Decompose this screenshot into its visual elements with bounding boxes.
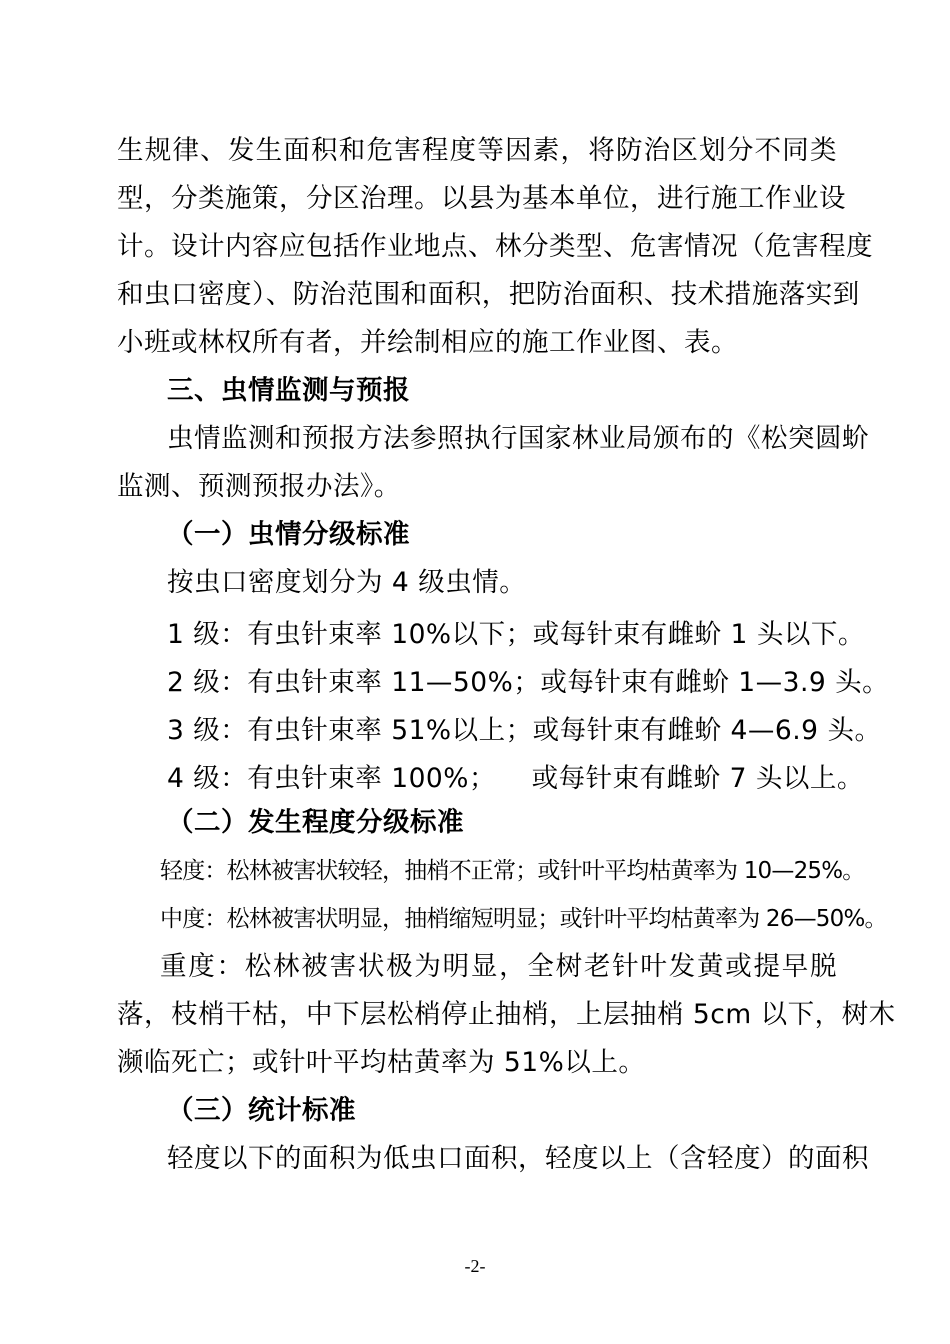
body-line: 计。设计内容应包括作业地点、林分类型、危害情况（危害程度 bbox=[117, 231, 873, 262]
grade-item: 2 级：有虫针束率 11—50%；或每针束有雌蚧 1—3.9 头。 bbox=[167, 667, 890, 698]
body-line: 虫情监测和预报方法参照执行国家林业局颁布的《松突圆蚧 bbox=[167, 423, 869, 454]
severity-item: 中度：松林被害状明显，抽梢缩短明显；或针叶平均枯黄率为 26—50%。 bbox=[160, 906, 887, 932]
severity-item: 轻度：松林被害状较轻，抽梢不正常；或针叶平均枯黄率为 10—25%。 bbox=[160, 858, 865, 884]
subsection-heading: （一）虫情分级标准 bbox=[167, 519, 410, 550]
section-heading: 三、虫情监测与预报 bbox=[167, 375, 410, 406]
body-line: 和虫口密度）、防治范围和面积，把防治面积、技术措施落实到 bbox=[117, 279, 860, 310]
page-number: -2- bbox=[464, 1256, 486, 1276]
subsection-heading: （二）发生程度分级标准 bbox=[167, 807, 464, 838]
severity-item: 重度：松林被害状极为明显，全树老针叶发黄或提早脱 bbox=[160, 951, 837, 982]
body-line: 濒临死亡；或针叶平均枯黄率为 51%以上。 bbox=[117, 1047, 646, 1078]
body-line: 生规律、发生面积和危害程度等因素，将防治区划分不同类 bbox=[117, 135, 837, 166]
body-line: 型，分类施策，分区治理。以县为基本单位，进行施工作业设 bbox=[117, 183, 846, 214]
body-line: 轻度以下的面积为低虫口面积，轻度以上（含轻度）的面积 bbox=[167, 1143, 869, 1174]
grade-item: 4 级：有虫针束率 100%； 或每针束有雌蚧 7 头以上。 bbox=[167, 763, 864, 794]
body-line: 监测、预测预报办法》。 bbox=[117, 471, 401, 502]
body-line: 按虫口密度划分为 4 级虫情。 bbox=[167, 567, 527, 598]
body-line: 小班或林权所有者，并绘制相应的施工作业图、表。 bbox=[117, 327, 738, 358]
subsection-heading: （三）统计标准 bbox=[167, 1095, 356, 1126]
grade-item: 3 级：有虫针束率 51%以上；或每针束有雌蚧 4—6.9 头。 bbox=[167, 715, 882, 746]
body-line: 落，枝梢干枯，中下层松梢停止抽梢，上层抽梢 5cm 以下，树木 bbox=[117, 999, 896, 1030]
grade-item: 1 级：有虫针束率 10%以下；或每针束有雌蚧 1 头以下。 bbox=[167, 619, 865, 650]
